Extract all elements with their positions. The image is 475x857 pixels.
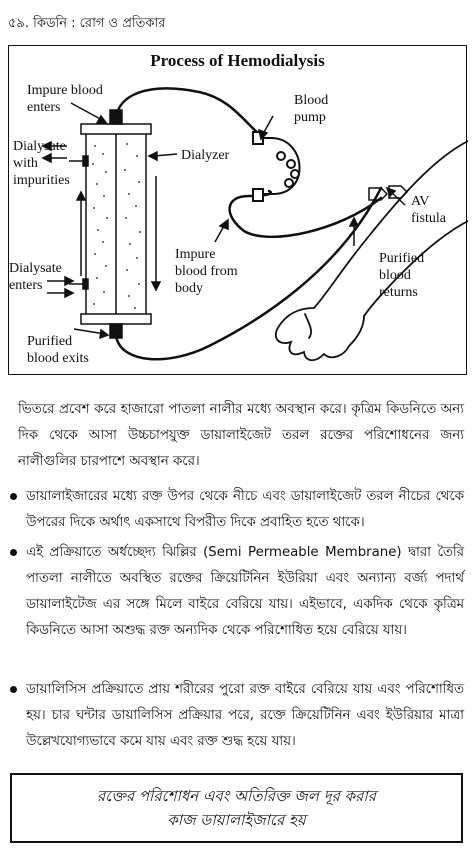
note-line: কাজ ডায়ালাইজারে হয় <box>167 811 306 829</box>
list-item-text: এই প্রক্রিয়াতে অর্ধচ্ছেদ্য ঝিল্লির (Semi Permeable Membrane) দ্বারা তৈরি পাতলা নালীতে অবস্থিত রক্তের ক্রিয়েটিনিন ইউরিয়া এবং অন্যান্য বর্জ্য পদার্থ ডায়ালাইটেজ এর সঙ্গে মিলে বাইরে বেরিয়ে যায়। এইভাবে, একদিক থেকে কৃত্রিম কিডনিতে আসা অশুদ্ধ রক্ত অন্যদিক থেকে পরিশোধিত হয়ে বেরিয়ে যায়। <box>26 545 464 638</box>
bullet-icon <box>10 549 17 556</box>
page-header: ৫৯. কিডনি : রোগ ও প্রতিকার <box>8 16 166 31</box>
hemodialysis-figure <box>8 45 467 375</box>
bullet-icon <box>10 493 17 500</box>
label-impure-blood-from-body: Impure blood from body <box>175 247 238 296</box>
highlight-note-box <box>10 773 463 843</box>
label-purified-blood-returns: Purified blood returns <box>379 251 425 300</box>
bullet-icon <box>10 686 17 693</box>
label-purified-blood-exits: Purified blood exits <box>27 334 89 366</box>
label-blood-pump: Blood pump <box>294 93 329 125</box>
paragraph-intro: ভিতরে প্রবেশ করে হাজারো পাতলা নালীর মধ্যে অবস্থান করে। কৃত্রিম কিডনিতে অন্য দিক থেকে আসা উচ্চচাপযুক্ত ডায়ালাইজেট তরল রক্তের পরিশোধনের জন্য নালীগুলির চারপাশে অবস্থান করে। <box>18 402 464 469</box>
label-av-fistula: AV fistula <box>411 194 446 226</box>
list-item <box>10 677 464 755</box>
list-item-text: ডায়ালাইজারের মধ্যে রক্ত উপর থেকে নীচে এবং ডায়ালাইজেট তরল নীচের থেকে উপরের দিকে অর্থাৎ একসাথে বিপরীত দিকে প্রবাহিত হতে থাকে। <box>26 489 464 530</box>
blood-pump <box>253 132 300 201</box>
label-dialysate-enters: Dialysate enters <box>9 261 62 293</box>
figure-title: Process of Hemodialysis <box>150 51 325 70</box>
list-item-text: ডায়ালিসিস প্রক্রিয়াতে প্রায় শরীরের পুরো রক্ত বাইরে বেরিয়ে যায় এবং পরিশোধিত হয়। চার ঘন্টার ডায়ালিসিস প্রক্রিয়ার পরে, রক্তে ক্রিয়েটিনিন এবং ইউরিয়ার মাত্রা উল্লেখযোগ্যভাবে কমে যায় এবং রক্ত শুদ্ধ হয়ে যায়। <box>26 682 464 749</box>
arm <box>276 141 468 360</box>
label-dialysate-with-impurities: Dialysate with impurities <box>13 139 70 188</box>
note-line: রক্তের পরিশোধন এবং অতিরিক্ত জল দূর করার <box>97 787 376 805</box>
list-item <box>10 484 464 536</box>
label-impure-blood-enters: Impure blood enters <box>27 83 103 115</box>
label-dialyzer: Dialyzer <box>181 148 230 163</box>
list-item <box>10 540 464 644</box>
